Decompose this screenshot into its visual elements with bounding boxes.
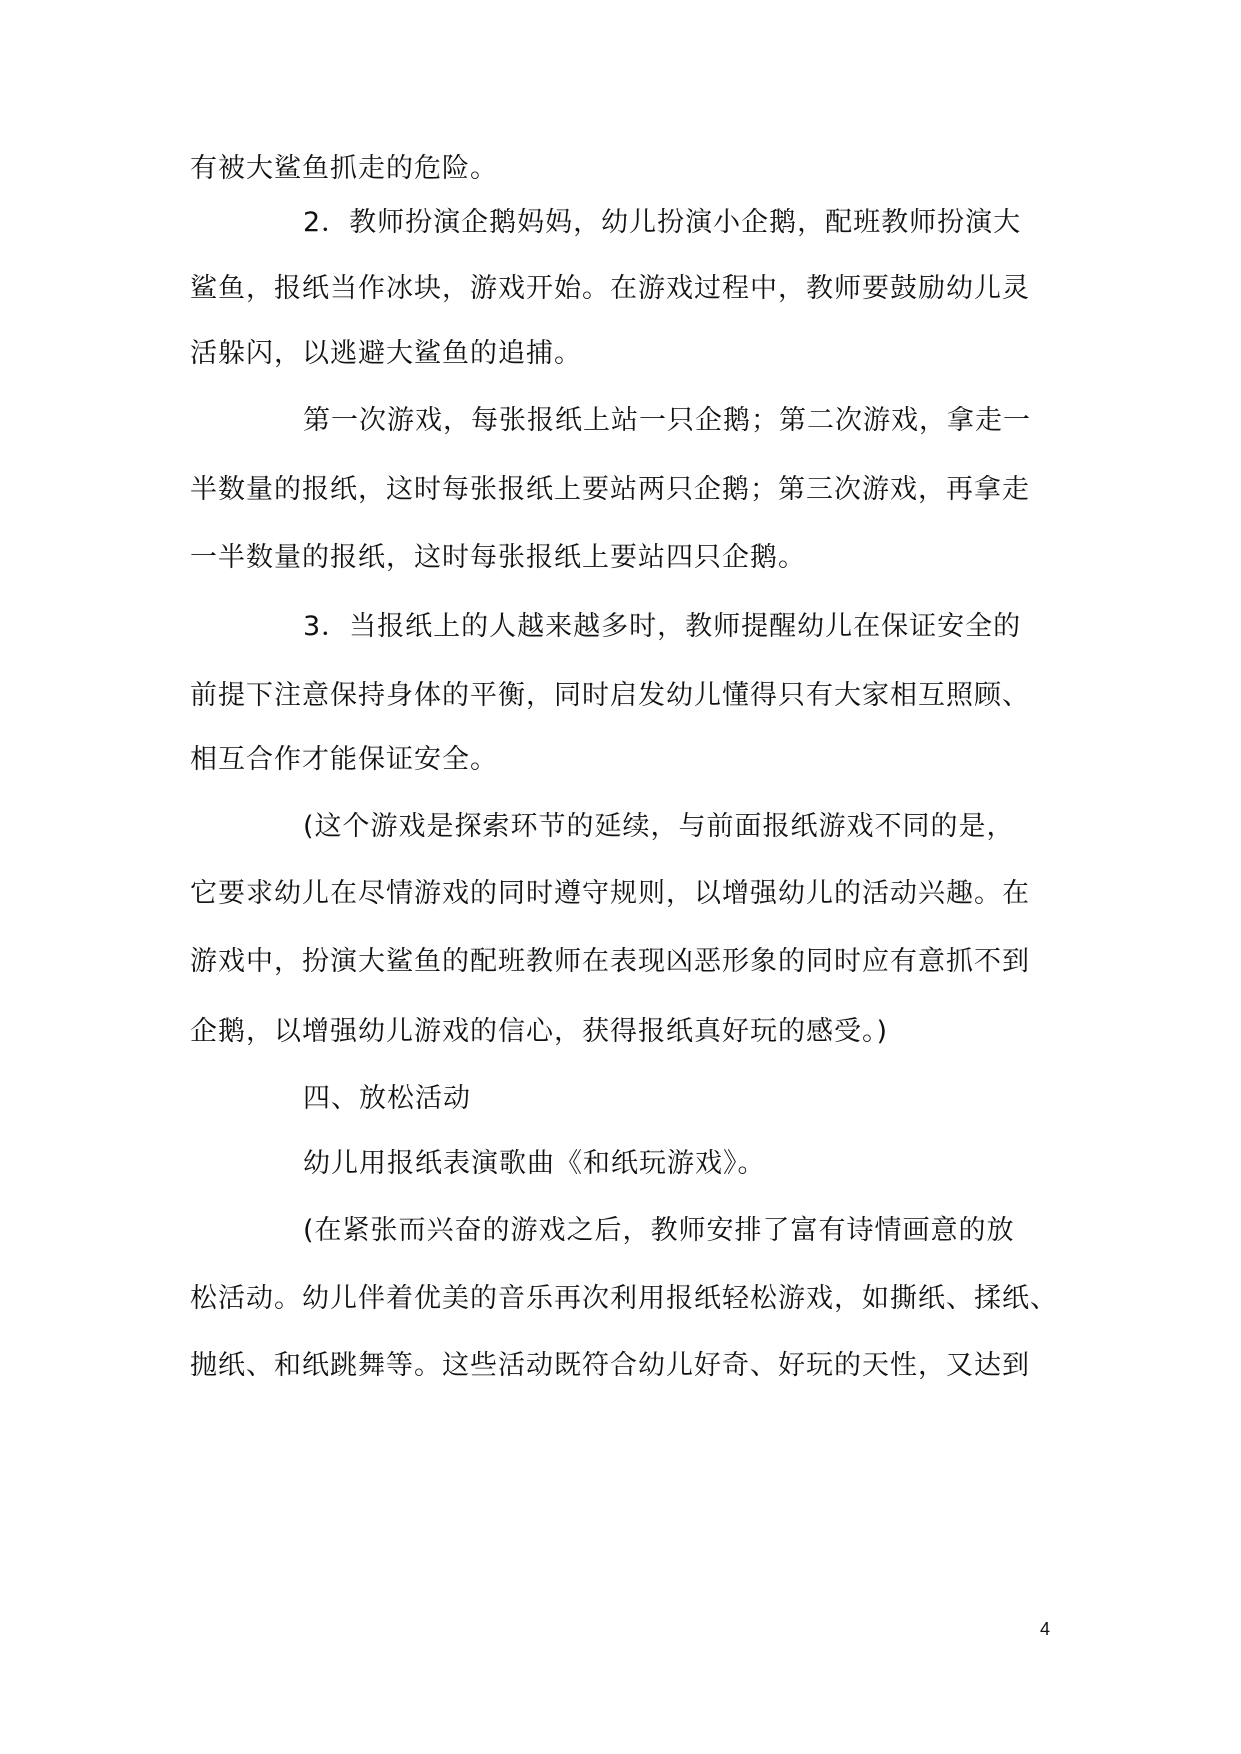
text-line-16: 幼儿用报纸表演歌曲《和纸玩游戏》。 [303, 1148, 766, 1179]
text-line-14: 企鹅，以增强幼儿游戏的信心，获得报纸真好玩的感受。) [190, 1016, 889, 1047]
text-line-11: (这个游戏是探索环节的延续，与前面报纸游戏不同的是， [303, 811, 1015, 842]
text-line-1: 有被大鲨鱼抓走的危险。 [190, 153, 498, 184]
text-line-18: 松活动。幼儿伴着优美的音乐再次利用报纸轻松游戏，如撕纸、揉纸、 [190, 1283, 1058, 1314]
text-line-9: 前提下注意保持身体的平衡，同时启发幼儿懂得只有大家相互照顾、 [190, 680, 1030, 711]
section-heading: 四、放松活动 [303, 1083, 471, 1114]
text-line-5: 第一次游戏，每张报纸上站一只企鹅；第二次游戏，拿走一 [303, 405, 1031, 436]
text-line-8: 3．当报纸上的人越来越多时，教师提醒幼儿在保证安全的 [303, 611, 1022, 642]
text-line-3: 鲨鱼，报纸当作冰块，游戏开始。在游戏过程中，教师要鼓励幼儿灵 [190, 273, 1030, 304]
text-line-17: (在紧张而兴奋的游戏之后，教师安排了富有诗情画意的放 [303, 1215, 1015, 1246]
text-line-19: 抛纸、和纸跳舞等。这些活动既符合幼儿好奇、好玩的天性，又达到 [190, 1350, 1030, 1381]
text-line-13: 游戏中，扮演大鲨鱼的配班教师在表现凶恶形象的同时应有意抓不到 [190, 946, 1030, 977]
text-line-7: 一半数量的报纸，这时每张报纸上要站四只企鹅。 [190, 542, 806, 573]
text-line-6: 半数量的报纸，这时每张报纸上要站两只企鹅；第三次游戏，再拿走 [190, 474, 1030, 505]
text-line-2: 2．教师扮演企鹅妈妈，幼儿扮演小企鹅，配班教师扮演大 [303, 207, 1022, 238]
text-line-10: 相互合作才能保证安全。 [190, 744, 498, 775]
text-line-12: 它要求幼儿在尽情游戏的同时遵守规则，以增强幼儿的活动兴趣。在 [190, 878, 1030, 909]
text-line-4: 活躲闪，以逃避大鲨鱼的追捕。 [190, 338, 582, 369]
page-number: 4 [1040, 1619, 1051, 1639]
